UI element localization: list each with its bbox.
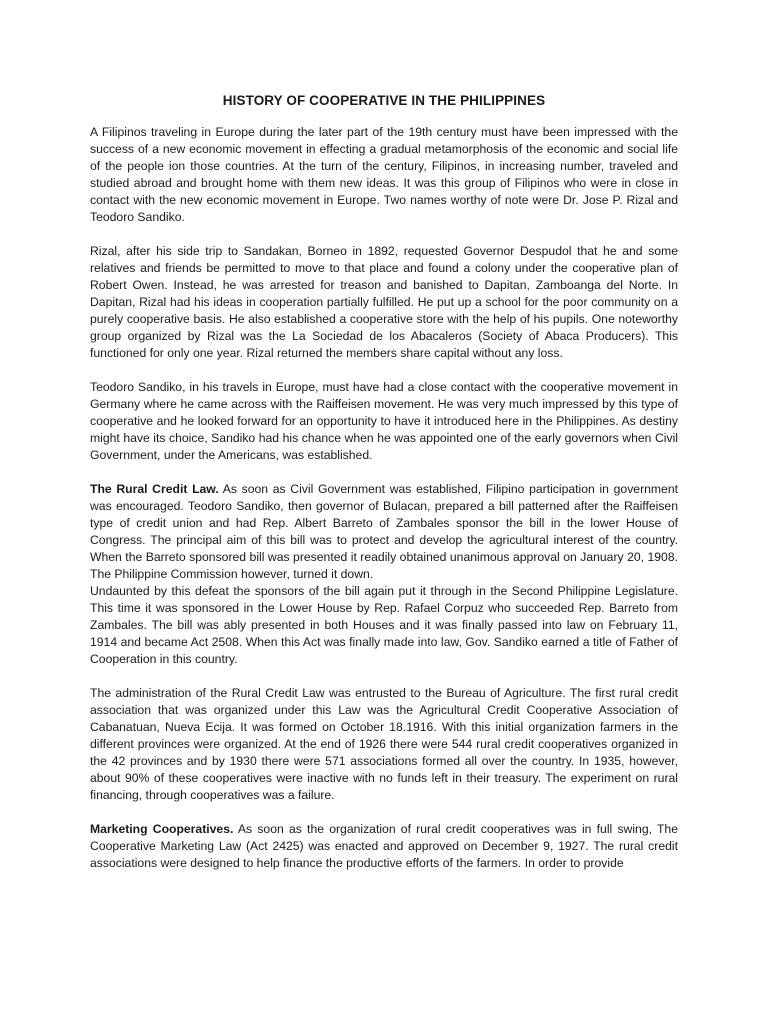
document-page bbox=[90, 92, 678, 889]
paragraph-second-legislature bbox=[90, 583, 678, 668]
paragraph-marketing-cooperatives bbox=[90, 821, 678, 872]
paragraph-text: As soon as the organization of rural credit cooperatives was in full swing, The Cooperative Marketing Law (Act 2425) was enacted and approved on December 9, 1927. The rural credit associations were designed to help finance the productive efforts of the farmers. In order to provide bbox=[90, 822, 678, 870]
paragraph-intro bbox=[90, 124, 678, 226]
document-title: HISTORY OF COOPERATIVE IN THE PHILIPPINES bbox=[222, 93, 546, 108]
paragraph-administration bbox=[90, 685, 678, 804]
paragraph-rural-credit-law bbox=[90, 481, 678, 583]
paragraph-text: As soon as Civil Government was established, Filipino participation in government was encouraged. Teodoro Sandiko, then governor of Bulacan, prepared a bill patterned after the Raiffeisen type of credit union and had Rep. Albert Barreto of Zambales sponsor the bill in the lower House of Congress. The principal aim of this bill was to protect and develop the agricultural interest of the country. When the Barreto sponsored bill was presented it readily obtained unanimous approval on January 20, 1908. The Philippine Commission however, turned it down. bbox=[90, 482, 678, 581]
paragraph-text: Undaunted by this defeat the sponsors of the bill again put it through in the Second Philippine Legislature. This time it was sponsored in the Lower House by Rep. Rafael Corpuz who succeeded Rep. Barreto from Zambales. The bill was ably presented in both Houses and it was finally passed into law on February 11, 1914 and became Act 2508. When this Act was finally made into law, Gov. Sandiko earned a title of Father of Cooperation in this country. bbox=[90, 584, 678, 666]
paragraph-text: Teodoro Sandiko, in his travels in Europe, must have had a close contact with the cooperative movement in Germany where he came across with the Raiffeisen movement. He was very much impressed by this type of cooperative and he looked forward for an opportunity to have it introduced here in the Philippines. As destiny might have its choice, Sandiko had his chance when he was appointed one of the early governors when Civil Government, under the Americans, was established. bbox=[90, 380, 678, 462]
paragraph-sandiko bbox=[90, 379, 678, 464]
paragraph-lead-heading: The Rural Credit Law. bbox=[90, 482, 219, 496]
paragraph-lead-heading: Marketing Cooperatives. bbox=[90, 822, 234, 836]
paragraph-text: Rizal, after his side trip to Sandakan, Borneo in 1892, requested Governor Despudol that he and some relatives and friends be permitted to move to that place and found a colony under the cooperative plan of Robert Owen. Instead, he was arrested for treason and banished to Dapitan, Zamboanga del Norte. In Dapitan, Rizal had his ideas in cooperation partially fulfilled. He put up a school for the poor community on a purely cooperative basis. He also established a cooperative store with the help of his pupils. One noteworthy group organized by Rizal was the La Sociedad de los Abacaleros (Society of Abaca Producers). This functioned for only one year. Rizal returned the members share capital without any loss. bbox=[90, 244, 678, 360]
paragraph-rizal bbox=[90, 243, 678, 362]
paragraph-text: The administration of the Rural Credit Law was entrusted to the Bureau of Agriculture. The first rural credit association that was organized under this Law was the Agricultural Credit Cooperative Association of Cabanatuan, Nueva Ecija. It was formed on October 18.1916. With this initial organization farmers in the different provinces were organized. At the end of 1926 there were 544 rural credit cooperatives organized in the 42 provinces and by 1930 there were 571 associations formed all over the country. In 1935, however, about 90% of these cooperatives were inactive with no funds left in their treasury. The experiment on rural financing, through cooperatives was a failure. bbox=[90, 686, 678, 802]
paragraph-text: A Filipinos traveling in Europe during the later part of the 19th century must have been impressed with the success of a new economic movement in effecting a gradual metamorphosis of the economic and social life of the people ion those countries. At the turn of the century, Filipinos, in increasing number, traveled and studied abroad and brought home with them new ideas. It was this group of Filipinos who were in close in contact with the new economic movement in Europe. Two names worthy of note were Dr. Jose P. Rizal and Teodoro Sandiko. bbox=[90, 125, 678, 224]
